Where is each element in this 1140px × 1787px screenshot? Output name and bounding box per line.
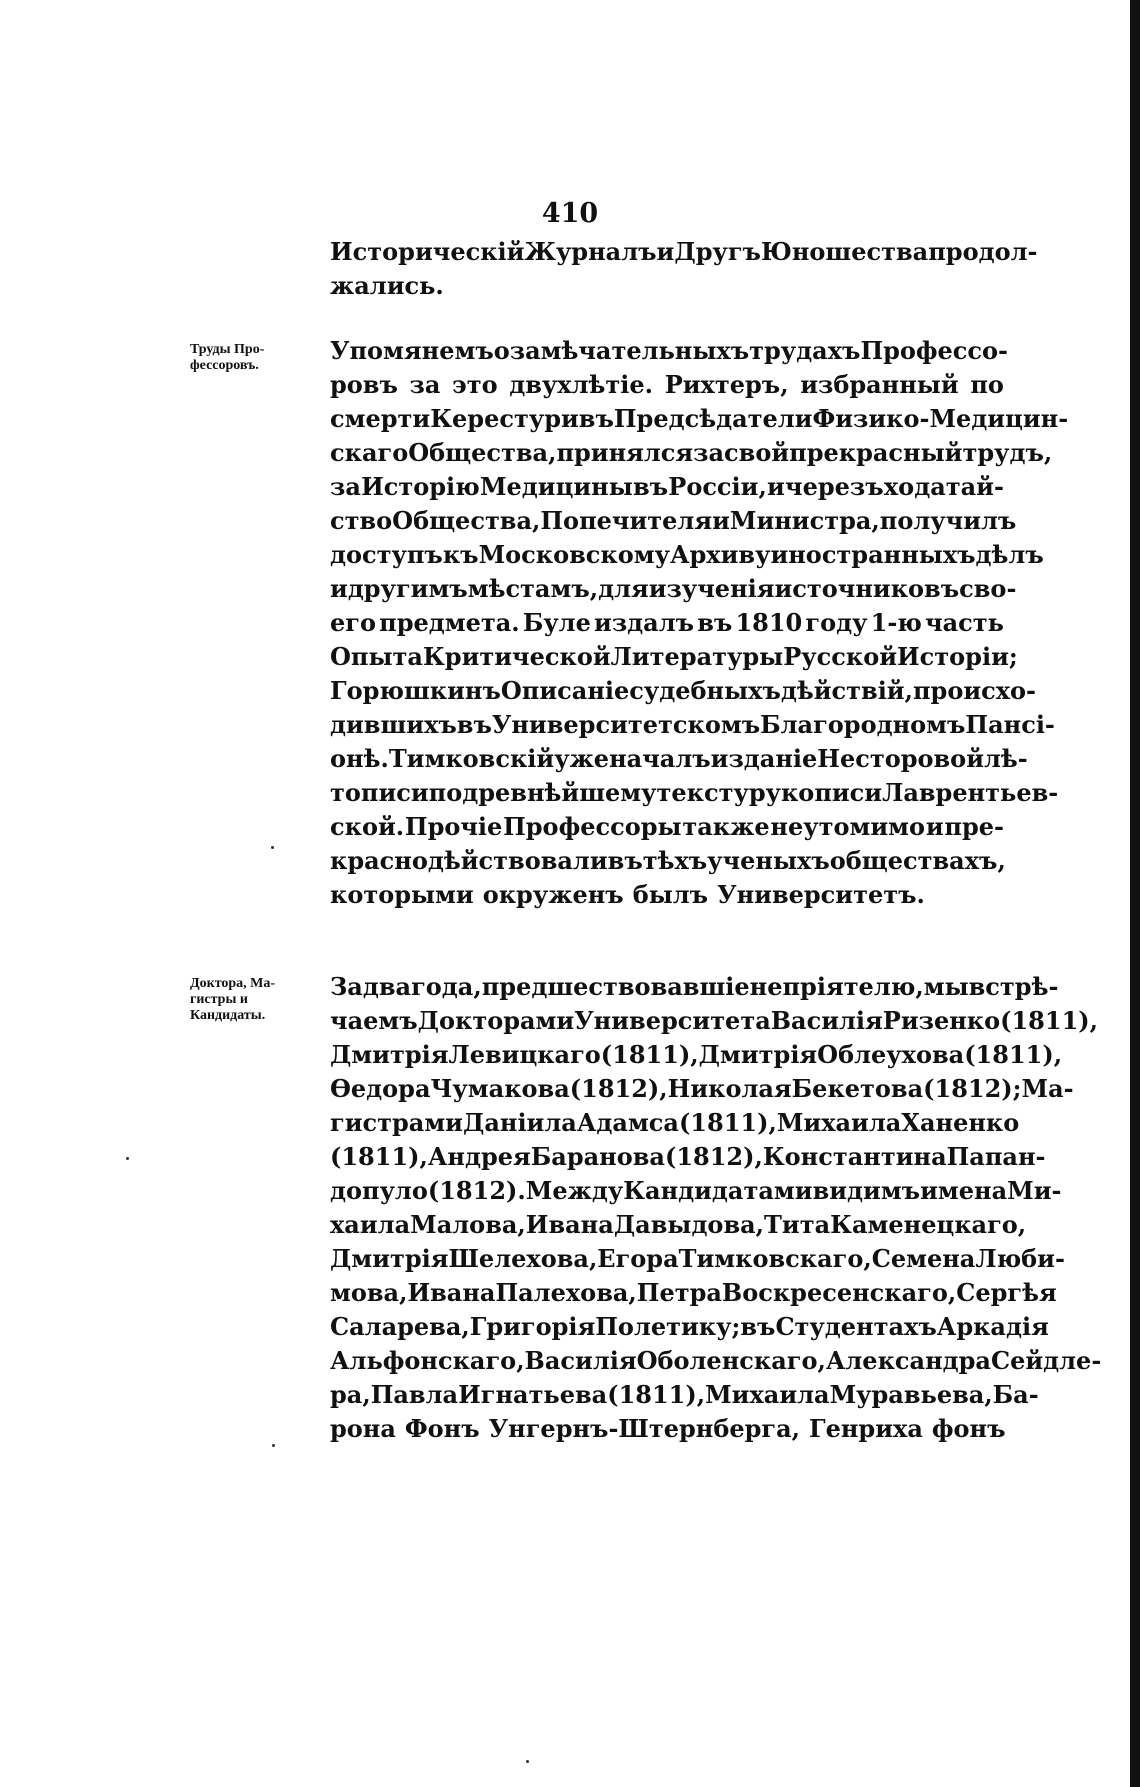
word: Тита xyxy=(764,1210,831,1239)
word: онѣ. xyxy=(330,744,389,773)
word: ровъ xyxy=(330,370,398,399)
word: Дмитрія xyxy=(330,1040,449,1069)
word: и xyxy=(656,237,675,266)
word: свой xyxy=(724,438,790,467)
word: Ми- xyxy=(1007,1176,1062,1205)
word: Давыдова, xyxy=(613,1210,765,1239)
word: (1811), xyxy=(330,1142,428,1171)
word: въ xyxy=(697,608,733,637)
word: Пансі- xyxy=(965,710,1055,739)
word: Журналъ xyxy=(524,237,657,266)
word: Николая xyxy=(667,1074,792,1103)
word: Общества, xyxy=(392,506,541,535)
word: Полетику; xyxy=(595,1312,741,1341)
text-line xyxy=(330,235,1038,269)
ink-speck xyxy=(126,1157,129,1160)
word: чаемъ xyxy=(330,1006,418,1035)
margin-note-professors xyxy=(190,342,330,374)
word: встрѣ- xyxy=(968,972,1059,1001)
ink-speck xyxy=(272,1444,275,1447)
word: Василія xyxy=(524,1346,637,1375)
word: Оболенскаго, xyxy=(636,1346,826,1375)
text-line xyxy=(330,708,1055,742)
word: Тимковскаго, xyxy=(678,1244,872,1273)
word: дѣйствовали xyxy=(427,846,608,875)
word: Попечителя xyxy=(540,506,713,535)
text-line xyxy=(330,878,1004,912)
word: въ xyxy=(578,404,614,433)
word: Папан- xyxy=(946,1142,1046,1171)
word: часть xyxy=(925,608,1004,637)
word: Русской xyxy=(783,642,897,671)
word: Ба- xyxy=(992,1380,1039,1409)
word: видимъ xyxy=(812,1176,921,1205)
word: Чумакова xyxy=(430,1074,570,1103)
word: изученія xyxy=(648,574,775,603)
word: Университета xyxy=(574,1006,771,1035)
word: Кандидатами xyxy=(623,1176,813,1205)
word: Левицкаго xyxy=(448,1040,601,1069)
word: это xyxy=(452,370,498,399)
word: и xyxy=(925,812,944,841)
word: Палехова, xyxy=(495,1278,637,1307)
word: скаго xyxy=(330,438,409,467)
word: гистрами xyxy=(330,1108,463,1137)
word: Шелехова, xyxy=(448,1244,598,1273)
ink-speck xyxy=(526,1760,529,1763)
word: за xyxy=(330,472,361,501)
word: Бекетова xyxy=(791,1074,924,1103)
text-line xyxy=(330,1242,1065,1276)
word: Михаила xyxy=(776,1108,902,1137)
text-line xyxy=(330,1140,1046,1174)
word: Прочіе xyxy=(404,812,503,841)
word: ученыхъ xyxy=(707,846,830,875)
word: сво- xyxy=(959,574,1017,603)
word: лѣ- xyxy=(984,744,1028,773)
word: Керестури xyxy=(430,404,579,433)
text-line xyxy=(330,504,1017,538)
word: его xyxy=(330,608,376,637)
margin-note-degrees xyxy=(190,976,330,1024)
text-line xyxy=(330,1208,1027,1242)
word: Егора xyxy=(597,1244,679,1273)
word: за xyxy=(409,370,441,399)
word: тексту xyxy=(656,778,749,807)
word: Василія xyxy=(770,1006,883,1035)
professors-paragraph xyxy=(330,334,1069,912)
margin-note-line: гистры и xyxy=(190,992,248,1007)
ink-speck xyxy=(271,846,274,849)
text-line xyxy=(330,810,1004,844)
word: обществахъ, xyxy=(829,846,1006,875)
word: Люби- xyxy=(975,1244,1065,1273)
word: Медицины xyxy=(479,472,633,501)
word: 1-ю xyxy=(870,608,922,637)
word: 1810 xyxy=(735,608,803,637)
word: по xyxy=(428,778,463,807)
text-line xyxy=(330,1072,1074,1106)
word: былъ xyxy=(632,880,709,909)
word: Рихтеръ, xyxy=(664,370,789,399)
word: Муравьева, xyxy=(829,1380,993,1409)
word: двухлѣтіе. xyxy=(509,370,654,399)
word: ство xyxy=(330,506,393,535)
word: Игнатьева xyxy=(458,1380,608,1409)
page-edge-shadow xyxy=(1130,0,1140,1787)
word: Буле xyxy=(522,608,591,637)
word: окруженъ xyxy=(482,880,624,909)
word: Горюшкинъ xyxy=(330,676,501,705)
word: ра, xyxy=(330,1380,371,1409)
word: Другъ xyxy=(674,237,761,266)
word: (1811), xyxy=(607,1380,706,1409)
word: фонъ xyxy=(931,1414,1006,1443)
word: замѣчательныхъ xyxy=(509,336,750,365)
margin-note-line: Труды Про- xyxy=(190,342,265,357)
text-line xyxy=(330,1412,1004,1446)
word: и xyxy=(330,574,348,603)
word: Несторовой xyxy=(817,744,984,773)
word: Опыта xyxy=(330,642,423,671)
word: въ xyxy=(456,710,492,739)
word: другимъ xyxy=(347,574,468,603)
word: (1812), xyxy=(569,1074,668,1103)
word: за xyxy=(693,438,725,467)
word: Архиву xyxy=(669,540,771,569)
word: Профессо- xyxy=(860,336,1008,365)
word: (1811), xyxy=(600,1040,699,1069)
word: Студентахъ xyxy=(775,1312,937,1341)
text-line xyxy=(330,1038,1063,1072)
word: Россіи, xyxy=(668,472,767,501)
word: Константина xyxy=(762,1142,947,1171)
word: имена xyxy=(920,1176,1008,1205)
word: для xyxy=(598,574,649,603)
word: Ивана xyxy=(525,1210,614,1239)
margin-note-line: фессоровъ. xyxy=(190,358,259,373)
word: (1811), xyxy=(678,1108,777,1137)
word: Профессоры xyxy=(503,812,682,841)
word: Адамса xyxy=(576,1108,679,1137)
text-line xyxy=(330,1276,1057,1310)
word: предмета. xyxy=(379,608,520,637)
text-line xyxy=(330,334,1008,368)
word: по xyxy=(970,370,1004,399)
word: судебныхъ xyxy=(629,676,781,705)
word: (1812). xyxy=(427,1176,526,1205)
text-line xyxy=(330,402,1069,436)
word: трудахъ xyxy=(749,336,861,365)
word: Сейдле- xyxy=(990,1346,1102,1375)
word: Ѳедора xyxy=(330,1074,431,1103)
word: пре- xyxy=(944,812,1004,841)
word: красно xyxy=(330,846,428,875)
text-line xyxy=(330,572,1017,606)
word: Генриха xyxy=(809,1414,923,1443)
word: Исторіи; xyxy=(897,642,1018,671)
word: происхо- xyxy=(912,676,1037,705)
word: изданіе xyxy=(710,744,818,773)
word: жались. xyxy=(330,271,444,300)
word: Исторію xyxy=(361,472,480,501)
word: неутомимо xyxy=(770,812,926,841)
word: Литературы xyxy=(610,642,784,671)
word: Павла xyxy=(370,1380,459,1409)
word: Между xyxy=(525,1176,624,1205)
word: Воскресенскаго, xyxy=(721,1278,957,1307)
text-line xyxy=(330,1310,1049,1344)
word: Сергѣя xyxy=(956,1278,1057,1307)
word: прекрасный xyxy=(789,438,963,467)
word: въ xyxy=(632,472,669,501)
word: (1812); xyxy=(923,1074,1022,1103)
word: Облеухова xyxy=(817,1040,965,1069)
text-line xyxy=(330,776,1059,810)
word: рукописи xyxy=(748,778,883,807)
text-line xyxy=(330,1344,1102,1378)
word: Ханенко xyxy=(901,1108,1020,1137)
word: (1811), xyxy=(964,1040,1063,1069)
word: началъ xyxy=(609,744,711,773)
word: Историческій xyxy=(330,237,525,266)
word: о xyxy=(493,336,510,365)
word: непріятелю, xyxy=(749,972,924,1001)
text-line xyxy=(330,368,1004,402)
text-line xyxy=(330,1378,1039,1412)
word: Аркадія xyxy=(936,1312,1049,1341)
word: источниковъ xyxy=(774,574,960,603)
word: Александра xyxy=(825,1346,991,1375)
word: (1812), xyxy=(664,1142,763,1171)
word: мѣстамъ, xyxy=(467,574,599,603)
word: мова, xyxy=(330,1278,408,1307)
word: дившихъ xyxy=(330,710,457,739)
word: Министра, xyxy=(729,506,880,535)
word: къ xyxy=(442,540,479,569)
margin-note-line: Кандидаты. xyxy=(190,1008,266,1023)
word: хаила xyxy=(330,1210,411,1239)
word: Ивана xyxy=(407,1278,496,1307)
word: дѣлъ xyxy=(975,540,1044,569)
text-line xyxy=(330,1004,1098,1038)
word: Лаврентьев- xyxy=(882,778,1059,807)
word: Московскому xyxy=(478,540,670,569)
word: продол- xyxy=(928,237,1038,266)
word: Критической xyxy=(422,642,611,671)
text-line xyxy=(330,1174,1062,1208)
word: Малова, xyxy=(410,1210,526,1239)
word: предшествовавшіе xyxy=(481,972,750,1001)
page-number: 410 xyxy=(541,198,599,229)
word: рона xyxy=(330,1414,396,1443)
word: допуло xyxy=(330,1176,428,1205)
word: и xyxy=(712,506,730,535)
word: Петра xyxy=(636,1278,722,1307)
word: трудъ, xyxy=(962,438,1053,467)
word: Григорія xyxy=(469,1312,596,1341)
text-line xyxy=(330,436,1053,470)
word: году xyxy=(805,608,868,637)
word: Даніила xyxy=(462,1108,577,1137)
word: древнѣйшему xyxy=(462,778,657,807)
text-line xyxy=(330,970,1059,1004)
word: Университетъ. xyxy=(717,880,925,909)
word: (1811), xyxy=(1000,1006,1098,1035)
word: принялся xyxy=(556,438,694,467)
word: Ма- xyxy=(1021,1074,1074,1103)
word: мы xyxy=(923,972,969,1001)
word: Физико-Медицин- xyxy=(812,404,1069,433)
word: доступъ xyxy=(330,540,443,569)
word: Предсѣдатели xyxy=(613,404,813,433)
degrees-paragraph xyxy=(330,970,1102,1446)
text-line xyxy=(330,844,1004,878)
word: иностранныхъ xyxy=(770,540,976,569)
text-line xyxy=(330,269,1004,303)
word: Университетскомъ xyxy=(491,710,761,739)
word: также xyxy=(682,812,770,841)
text-line xyxy=(330,1106,1020,1140)
intro-paragraph xyxy=(330,235,1038,303)
text-line xyxy=(330,674,1037,708)
text-line xyxy=(330,606,1004,640)
word: Андрея xyxy=(427,1142,531,1171)
word: въ xyxy=(740,1312,776,1341)
word: Общества, xyxy=(408,438,557,467)
text-line xyxy=(330,742,1028,776)
text-line xyxy=(330,538,1044,572)
word: Благородномъ xyxy=(760,710,966,739)
word: года, xyxy=(411,972,482,1001)
word: которыми xyxy=(330,880,474,909)
text-line xyxy=(330,470,1004,504)
word: Семена xyxy=(871,1244,976,1273)
word: Описаніе xyxy=(500,676,630,705)
word: Фонъ xyxy=(404,1414,480,1443)
word: черезъ xyxy=(785,472,884,501)
word: тописи xyxy=(330,778,429,807)
word: Каменецкаго, xyxy=(830,1210,1027,1239)
word: получилъ xyxy=(879,506,1017,535)
word: Дмитрія xyxy=(330,1244,449,1273)
word: Баранова xyxy=(530,1142,665,1171)
word: въ xyxy=(607,846,643,875)
word: Упомянемъ xyxy=(330,336,494,365)
word: Ризенко xyxy=(882,1006,1001,1035)
word: ской. xyxy=(330,812,405,841)
word: Михаила xyxy=(705,1380,830,1409)
word: Саларева, xyxy=(330,1312,470,1341)
word: уже xyxy=(554,744,610,773)
word: Дмитрія xyxy=(698,1040,818,1069)
word: За xyxy=(330,972,363,1001)
word: тѣхъ xyxy=(642,846,708,875)
word: дѣйствій, xyxy=(780,676,913,705)
word: избранный xyxy=(800,370,959,399)
text-line xyxy=(330,640,1018,674)
word: Тимковскій xyxy=(388,744,555,773)
word: смерти xyxy=(330,404,431,433)
word: издалъ xyxy=(594,608,695,637)
word: Юношества xyxy=(760,237,929,266)
word: Докторами xyxy=(417,1006,575,1035)
word: ходатай- xyxy=(883,472,1004,501)
word: два xyxy=(362,972,412,1001)
margin-note-line: Доктора, Ма- xyxy=(190,976,276,991)
word: Альфонскаго, xyxy=(330,1346,525,1375)
word: и xyxy=(767,472,785,501)
word: Унгернъ-Штернберга, xyxy=(488,1414,801,1443)
